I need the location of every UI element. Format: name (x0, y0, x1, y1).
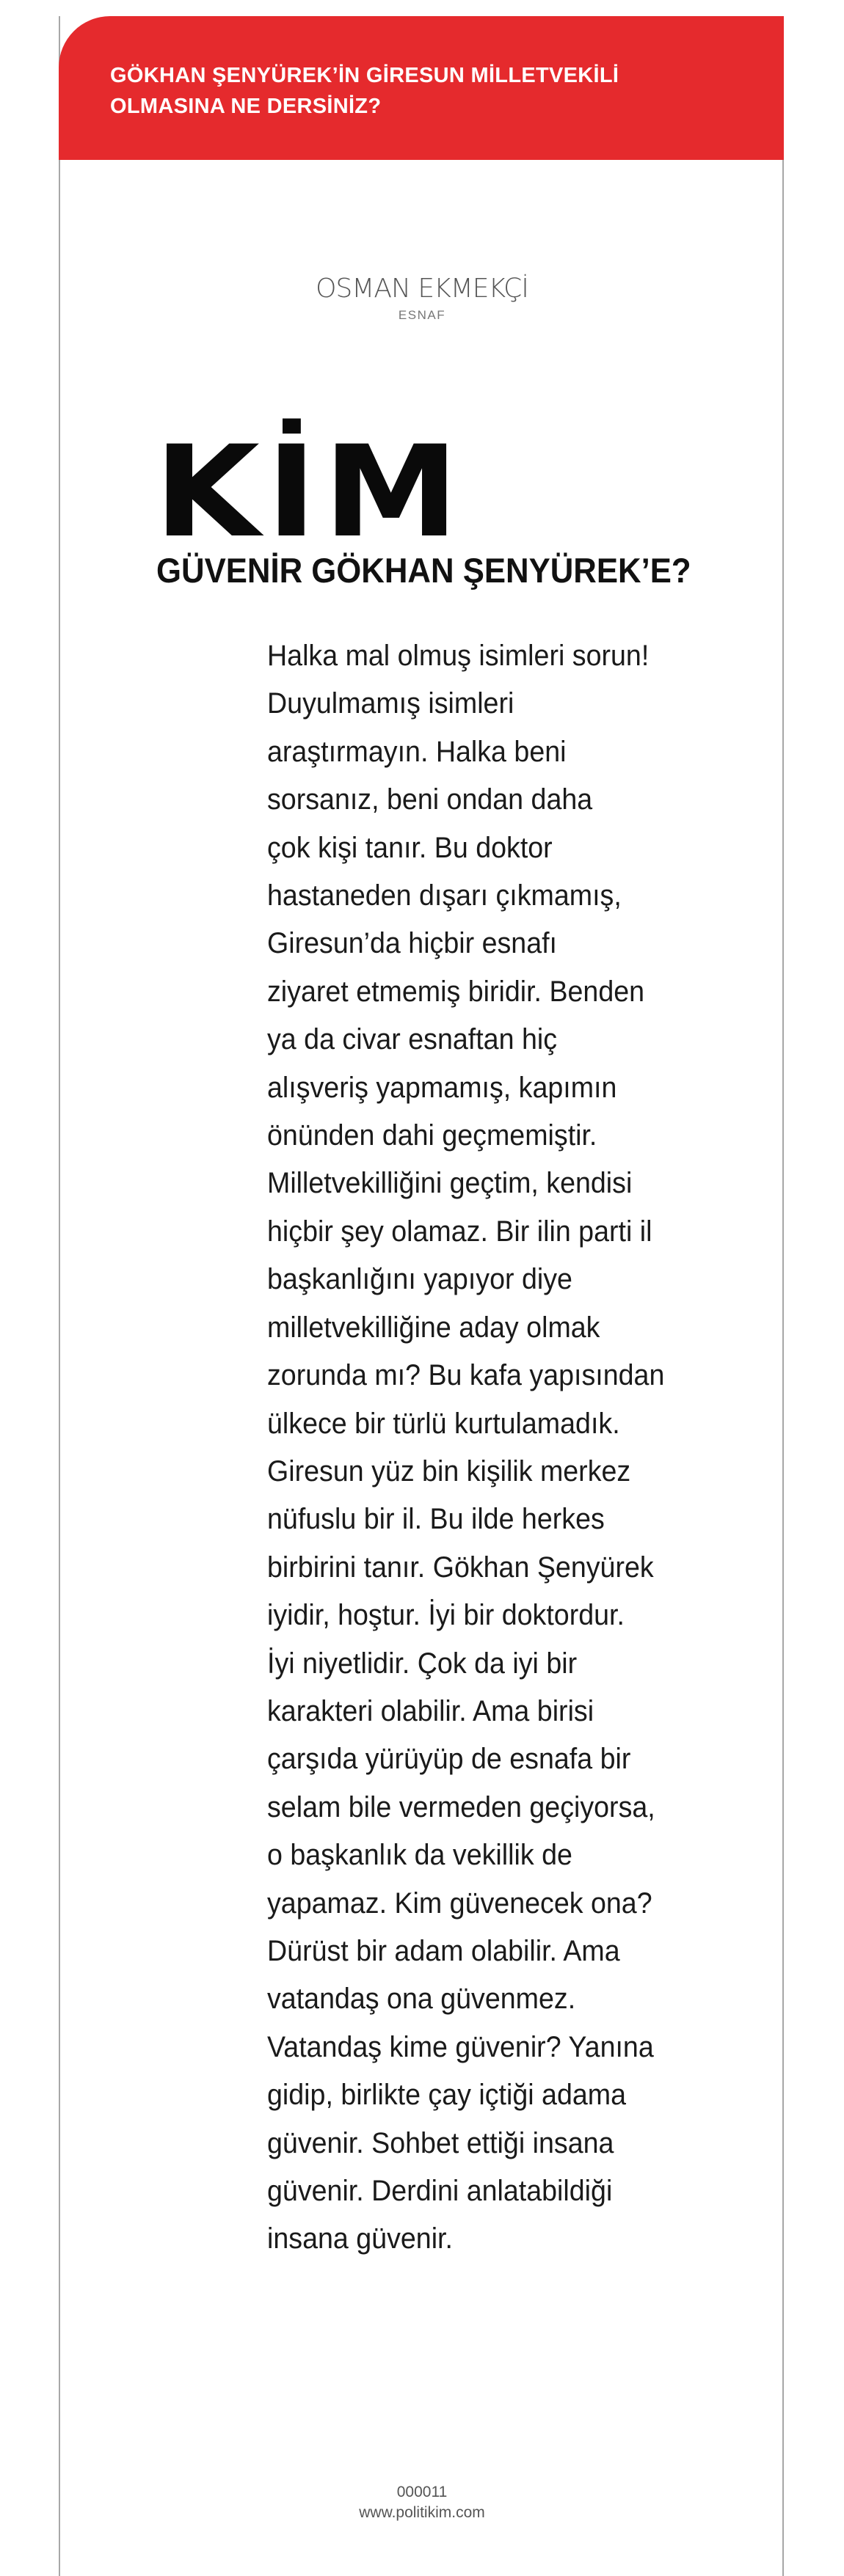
quote-line: milletvekilliğine aday olmak (267, 1311, 600, 1344)
quote-line: iyidir, hoştur. İyi bir doktordur. (267, 1599, 625, 1632)
person-title: ESNAF (398, 308, 446, 322)
headline-big: KİM (154, 418, 465, 566)
quote-line: yapamaz. Kim güvenecek ona? (267, 1887, 652, 1920)
quote-line: o başkanlık da vekillik de (267, 1839, 572, 1872)
quote-line: Dürüst bir adam olabilir. Ama (267, 1934, 620, 1967)
quote-line: hastaneden dışarı çıkmamış, (267, 879, 622, 912)
quote-line: önünden dahi geçmemiştir. (267, 1119, 597, 1152)
quote-line: Vatandaş kime güvenir? Yanına (267, 2030, 654, 2063)
quote-body (267, 632, 700, 2264)
quote-line: birbirini tanır. Gökhan Şenyürek (267, 1551, 654, 1584)
header-banner (59, 16, 784, 160)
quote-line: gidip, birlikte çay içtiği adama (267, 2079, 627, 2112)
quote-line: Giresun yüz bin kişilik merkez (267, 1455, 631, 1488)
header-question-line-2: OLMASINA NE DERSİNİZ? (110, 95, 382, 118)
quote-line: araştırmayın. Halka beni (267, 735, 567, 768)
quote-line: çarşıda yürüyüp de esnafa bir (267, 1743, 631, 1776)
quote-line: Duyulmamış isimleri (267, 687, 514, 720)
quote-line: selam bile vermeden geçiyorsa, (267, 1790, 655, 1823)
quote-line: alışveriş yapmamış, kapımın (267, 1071, 617, 1104)
header-question-line-1: GÖKHAN ŞENYÜREK’İN GİRESUN MİLLETVEKİLİ (110, 64, 619, 87)
quote-line: karakteri olabilir. Ama birisi (267, 1694, 594, 1727)
person-name: OSMAN EKMEKÇİ (316, 274, 528, 304)
quote-line: güvenir. Sohbet ettiği insana (267, 2126, 614, 2159)
person-block (0, 273, 844, 323)
website-url: www.politikim.com (359, 2504, 485, 2521)
quote-line: sorsanız, beni ondan daha (267, 783, 593, 816)
quote-line: Milletvekilliğini geçtim, kendisi (267, 1167, 633, 1200)
quote-line: hiçbir şey olamaz. Bir ilin parti il (267, 1215, 652, 1248)
quote-line: çok kişi tanır. Bu doktor (267, 831, 553, 864)
quote-line: ziyaret etmemiş biridir. Benden (267, 975, 645, 1008)
footer (0, 2482, 844, 2523)
quote-line: başkanlığını yapıyor diye (267, 1263, 572, 1296)
quote-line: nüfuslu bir il. Bu ilde herkes (267, 1503, 605, 1536)
quote-line: ülkece bir türlü kurtulamadık. (267, 1407, 620, 1440)
headline-sub: GÜVENİR GÖKHAN ŞENYÜREK’E? (156, 551, 691, 590)
quote-line: ya da civar esnaftan hiç (267, 1023, 558, 1056)
page-code: 000011 (396, 2484, 448, 2500)
quote-line: vatandaş ona güvenmez. (267, 1983, 576, 2016)
quote-line: insana güvenir. (267, 2222, 453, 2255)
quote-line: Giresun’da hiçbir esnafı (267, 927, 558, 960)
quote-line: İyi niyetlidir. Çok da iyi bir (267, 1647, 578, 1680)
quote-line: güvenir. Derdini anlatabildiği (267, 2175, 613, 2207)
quote-line: zorunda mı? Bu kafa yapısından (267, 1359, 665, 1392)
quote-line: Halka mal olmuş isimleri sorun! (267, 640, 650, 672)
header-question (110, 60, 754, 122)
